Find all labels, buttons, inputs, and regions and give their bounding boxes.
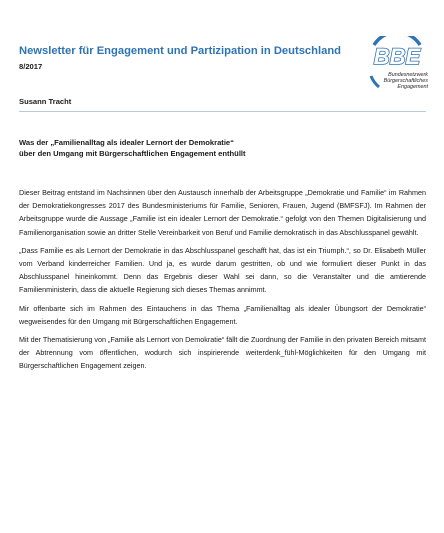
logo-letters: BBE <box>373 44 421 69</box>
paragraph: Mir offenbarte sich im Rahmen des Eintauchens in das Thema „Familienalltag als idealer Übungsort der Demokratie“ wegweisendes für den Umgang mit Bürgerschaftlichen Engagement. <box>19 303 426 326</box>
subtitle-line: über den Umgang mit Bürgerschaftlichen Engagement enthüllt <box>19 149 246 158</box>
logo-subtitle-line: Engagement <box>397 84 428 90</box>
header-divider <box>19 111 426 112</box>
logo-subtitle <box>380 72 428 90</box>
paragraph: Mit der Thematisierung von „Familie als Lernort von Demokratie“ fällt die Zuordnung der Familie in den privaten Bereich mitsamt der Abtrennung vom öffentlichen, wodurch sich inspirierende weiterdenk_fühl-Möglichkeiten für den Umgang mit Bürgerschaftlichen Engagement zeigen. <box>19 335 426 371</box>
article-body <box>19 186 426 378</box>
article-subtitle <box>19 137 429 159</box>
author-name: Susann Tracht <box>19 97 72 106</box>
logo-arc-lower <box>371 76 379 87</box>
paragraph: Dieser Beitrag entstand im Nachsinnen über den Austausch innerhalb der Arbeitsgruppe „Demokratie und Familie“ im Rahmen der Demokratiekongresses 2017 des Bundesministeriums für Familie, Senioren, Frauen, Jugend (BMFSFJ). Im Rahmen der Arbeitsgruppe wurde die Aussage „Familie ist ein idealer Lernort der Demokratie.“ gefolgt von den Themen Digitalisierung und Familienorganisation sowie an dritter Stelle Vereinbarkeit von Beruf und Familie demokratisch in das Abschlusspanel gewählt. <box>19 188 426 237</box>
logo-subtitle-line: Bürgerschaftliches <box>383 78 428 84</box>
paragraph: „Dass Familie es als Lernort der Demokratie in das Abschlusspanel geschafft hat, das ist ein Triumph.“, so Dr. Elisabeth Müller vom Verband kinderreicher Familien. Und ja, es wurde darum gestritten, ob und wie formuliert dieser Punkt in das Abschlusspanel hineinkommt. Denn das Ergebnis dieser Wahl sei dann, so die Veranstalter und die amtierende Familienministerin, dass die aktuelle Regierung sich dieses Themas annimmt. <box>19 245 426 295</box>
newsletter-title: Newsletter für Engagement und Partizipation in Deutschland <box>19 45 341 57</box>
logo-subtitle-line: Bundesnetzwerk <box>388 72 428 78</box>
subtitle-line: Was der „Familienalltag als idealer Lernort der Demokratie“ <box>19 138 234 147</box>
issue-number: 8/2017 <box>19 62 43 71</box>
